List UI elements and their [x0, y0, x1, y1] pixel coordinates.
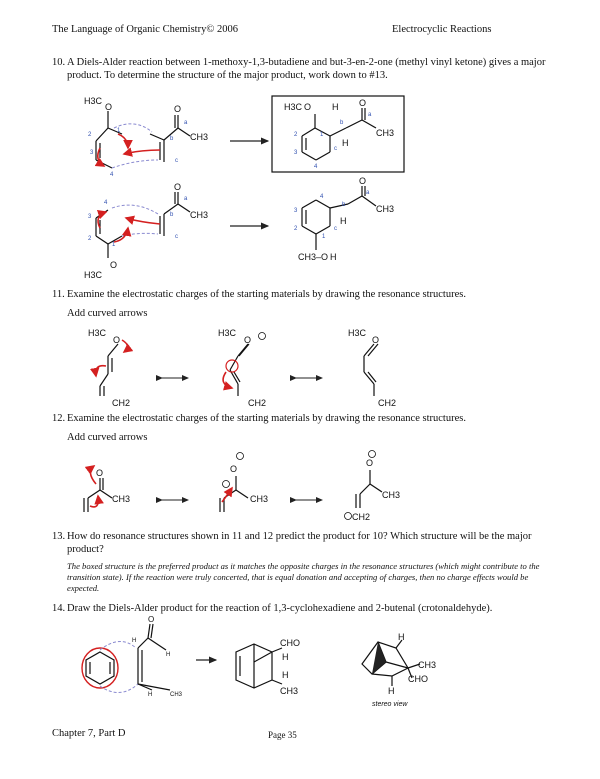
q13-text: How do resonance structures shown in 11 and 12 predict the product for 10? Which structure will be the major product?: [67, 531, 532, 555]
q10-prod2-n2: 2: [294, 226, 298, 232]
header-right: Electrocyclic Reactions: [392, 24, 492, 35]
q10-box-a: a: [368, 112, 372, 118]
q10-n1-bottom: 1: [112, 242, 116, 248]
q14-h3: H: [148, 692, 153, 698]
q14-diene-highlight: [82, 648, 118, 688]
q10-boxed-product: [302, 108, 376, 160]
q10-curved-arrows-top: [98, 134, 160, 166]
q12-subtext: Add curved arrows: [67, 432, 148, 443]
q10-prod2-ch3: CH3: [376, 204, 395, 214]
q10-prod2-c: c: [334, 226, 337, 232]
q11-s2-arrows: [223, 372, 232, 388]
q11-s1-ch2: CH2: [112, 398, 131, 408]
q10-num2-top: 2: [88, 132, 92, 138]
q10-c-top: c: [175, 158, 178, 164]
q12-s3-minus-charge: [369, 451, 376, 458]
q10-box-h2: H: [342, 138, 349, 148]
q11-s1-o: O: [113, 335, 121, 345]
q12-s3-o: O: [366, 458, 374, 468]
q10-other-product: [302, 186, 376, 250]
q10-box-c: c: [334, 146, 337, 152]
q12-s2-arrow: [222, 488, 232, 502]
q12-number: 12.: [52, 413, 66, 424]
q10-b-bottom: b: [170, 212, 174, 218]
q14-number: 14.: [52, 603, 66, 614]
q10-ch3-top: CH3: [190, 132, 209, 142]
q11-structure-1: [100, 344, 118, 396]
q10-ketone-o-bottom: O: [174, 182, 182, 192]
q11-number: 11.: [52, 289, 65, 300]
q14-h2: H: [166, 652, 171, 658]
q12-s2-o: O: [230, 464, 238, 474]
q10-prod2-n1: 1: [322, 234, 326, 240]
q11-structure-2: [230, 344, 249, 396]
q10-box-ch3o: H3C: [284, 102, 303, 112]
q11-s3-o: O: [372, 335, 380, 345]
q12-s2-plus-charge: [223, 481, 230, 488]
q10-h3c-top: H3C: [84, 96, 103, 106]
q10-box-n2: 2: [294, 132, 298, 138]
q10-b-top: b: [170, 136, 174, 142]
q10-num3-top: 3: [90, 150, 94, 156]
q12-s3-ch2: CH2: [352, 512, 371, 522]
q10-n4-bottom: 4: [104, 200, 108, 206]
q11-text: Examine the electrostatic charges of the starting materials by drawing the resonance structures.: [67, 289, 466, 300]
q10-n3-bottom: 3: [88, 214, 92, 220]
q12-s2-minus-charge: [237, 453, 244, 460]
footer-chapter: Chapter 7, Part D: [52, 728, 126, 739]
q13-number: 13.: [52, 531, 66, 542]
q10-prod2-h1: H: [340, 216, 347, 226]
q12-s3-plus-charge: [345, 513, 352, 520]
q12-s3-ch3: CH3: [382, 490, 401, 500]
q10-num1-top: 1: [117, 128, 121, 134]
q14-text: Draw the Diels-Alder product for the reaction of 1,3-cyclohexadiene and 2-butenal (crotonaldehyde).: [67, 603, 493, 614]
q12-s2-ch3: CH3: [250, 494, 269, 504]
q14-stereo-cho: CHO: [408, 674, 428, 684]
q11-s2-o: O: [244, 335, 252, 345]
footer-page: Page 35: [268, 730, 297, 740]
q10-h3c-bottom: H3C: [84, 270, 103, 280]
q10-box-o: O: [304, 102, 312, 112]
q10-text: A Diels-Alder reaction between 1-methoxy-1,3-butadiene and but-3-en-2-one (methyl vinyl ketone) gives a major product. To determine the structure of the major product, work down to #13.: [67, 57, 546, 81]
q14-prod-h1: H: [282, 652, 289, 662]
q14-h1: H: [132, 638, 137, 644]
q10-ch3-bottom: CH3: [190, 210, 209, 220]
q10-reactants-bottom: [96, 192, 190, 258]
q14-ch3: CH3: [170, 692, 183, 698]
q14-stereo-h2: H: [388, 686, 395, 696]
q12-structure-1: [84, 478, 112, 512]
q13-answer: The boxed structure is the preferred product as it matches the opposite charges in the resonance structures (which might contribute to the transition state). If the reaction were truly concerted, that is equal donation and accepting of charges, then no charge effects would be expected.: [67, 561, 540, 593]
header-left: The Language of Organic Chemistry© 2006: [52, 24, 238, 35]
q12-s1-o: O: [96, 468, 104, 478]
q14-prod-cho: CHO: [280, 638, 300, 648]
q10-o-top: O: [105, 102, 113, 112]
q10-box-h1: H: [332, 102, 339, 112]
q10-prod2-n4: 4: [320, 194, 324, 200]
q11-s2-h3c: H3C: [218, 328, 237, 338]
q10-number: 10.: [52, 57, 66, 68]
q14-ald-o: O: [148, 615, 155, 624]
q14-prod-ch3: CH3: [280, 686, 299, 696]
q14-prod-h2: H: [282, 670, 289, 680]
q10-prod2-ch3o: CH3–O: [298, 252, 329, 262]
q12-s1-ch3: CH3: [112, 494, 131, 504]
q10-box-n4: 4: [314, 164, 318, 170]
q11-structure-3: [364, 344, 378, 396]
q12-structure-3: [356, 470, 382, 508]
q11-s3-h3c: H3C: [348, 328, 367, 338]
q11-s1-h3c: H3C: [88, 328, 107, 338]
q14-stereo-caption: stereo view: [372, 701, 408, 708]
q10-prod2-a: a: [366, 190, 370, 196]
q10-curved-arrows-bottom: [98, 212, 160, 242]
q10-c-bottom: c: [175, 234, 178, 240]
q10-box-ketone-o: O: [359, 98, 367, 108]
q10-ketone-o-top: O: [174, 104, 182, 114]
q14-bicyclic-product: [236, 644, 282, 688]
q14-stereo-ch3: CH3: [418, 660, 437, 670]
q10-a-bottom: a: [184, 196, 188, 202]
q10-box-b: b: [340, 120, 344, 126]
q10-num4-top: 4: [110, 172, 114, 178]
q10-o-bottom: O: [110, 260, 118, 270]
q10-prod2-h2: H: [330, 252, 337, 262]
q11-s2-ch2: CH2: [248, 398, 267, 408]
q10-box-ch3: CH3: [376, 128, 395, 138]
q12-text: Examine the electrostatic charges of the starting materials by drawing the resonance structures.: [67, 413, 466, 424]
q14-cyclohexadiene: [86, 652, 114, 684]
q10-prod2-o: O: [359, 176, 367, 186]
q10-box-n1: 1: [320, 132, 324, 138]
q10-n2-bottom: 2: [88, 236, 92, 242]
q14-stereo-h1: H: [398, 632, 405, 642]
q11-s2-plus-charge: [259, 333, 266, 340]
q11-s3-ch2: CH2: [378, 398, 397, 408]
q10-prod2-n3: 3: [294, 208, 298, 214]
q11-subtext: Add curved arrows: [67, 308, 148, 319]
q10-box-n3: 3: [294, 150, 298, 156]
q10-a-top: a: [184, 120, 188, 126]
q10-prod2-b: b: [342, 202, 346, 208]
